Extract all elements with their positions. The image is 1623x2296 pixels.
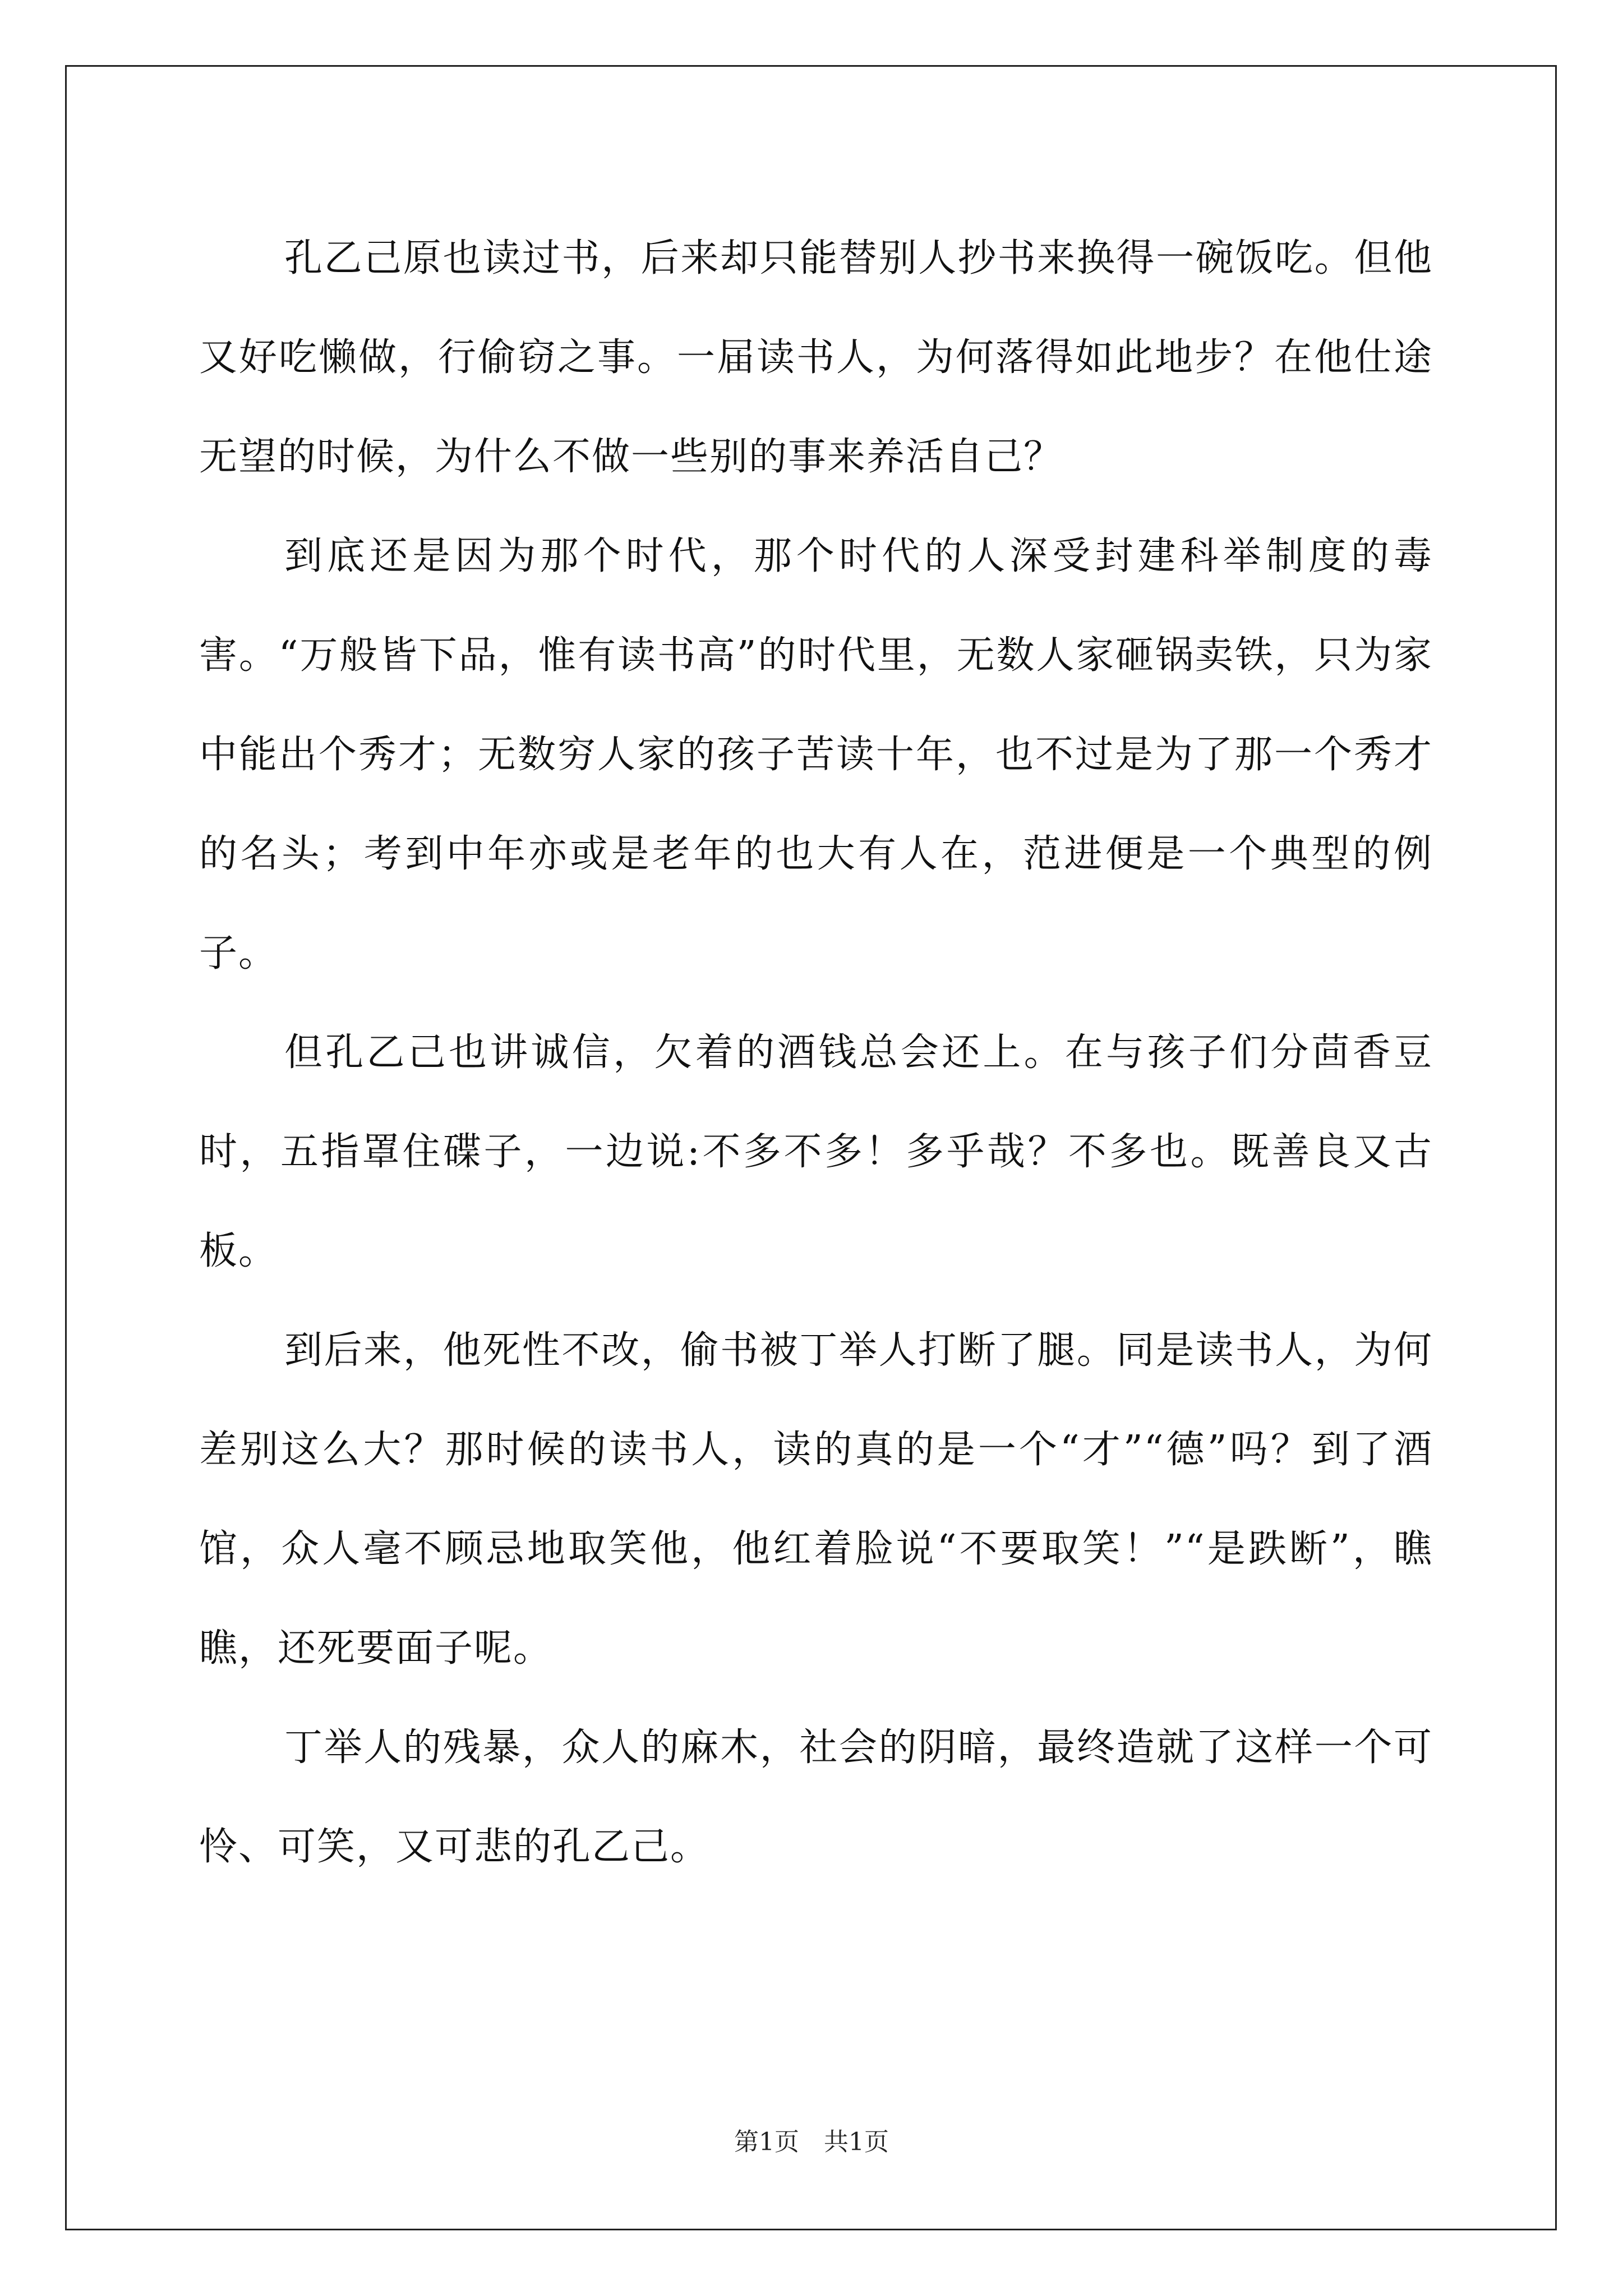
paragraph-2: 到底还是因为那个时代，那个时代的人深受封建科举制度的毒害。“万般皆下品，惟有读书高”的时代里，无数人家砸锅卖铁，只为家中能出个秀才；无数穷人家的孩子苦读十年，也不过是为了那一个秀才的名头；考到中年亦或是老年的也大有人在，范进便是一个典型的例子。 <box>199 534 1433 976</box>
paragraph-5: 丁举人的残暴，众人的麻木，社会的阴暗，最终造就了这样一个可怜、可笑，又可悲的孔乙己。 <box>199 1726 1433 1869</box>
paragraph-3: 但孔乙己也讲诚信，欠着的酒钱总会还上。在与孩子们分茴香豆时，五指罩住碟子，一边说:不多不多！多乎哉？不多也。既善良又古板。 <box>199 1030 1433 1273</box>
page-number-footer: 第1页 共1页 <box>734 2128 889 2156</box>
document-body <box>199 209 1433 1897</box>
paragraph-4: 到后来，他死性不改，偷书被丁举人打断了腿。同是读书人，为何差别这么大？那时候的读书人，读的真的是一个“才”“德”吗？到了酒馆，众人毫不顾忌地取笑他，他红着脸说“不要取笑！”“是跌断”，瞧瞧，还死要面子呢。 <box>199 1328 1433 1671</box>
paragraph-1: 孔乙己原也读过书，后来却只能替别人抄书来换得一碗饭吃。但他又好吃懒做，行偷窃之事。一届读书人，为何落得如此地步？在他仕途无望的时候，为什么不做一些别的事来养活自己？ <box>199 236 1433 479</box>
